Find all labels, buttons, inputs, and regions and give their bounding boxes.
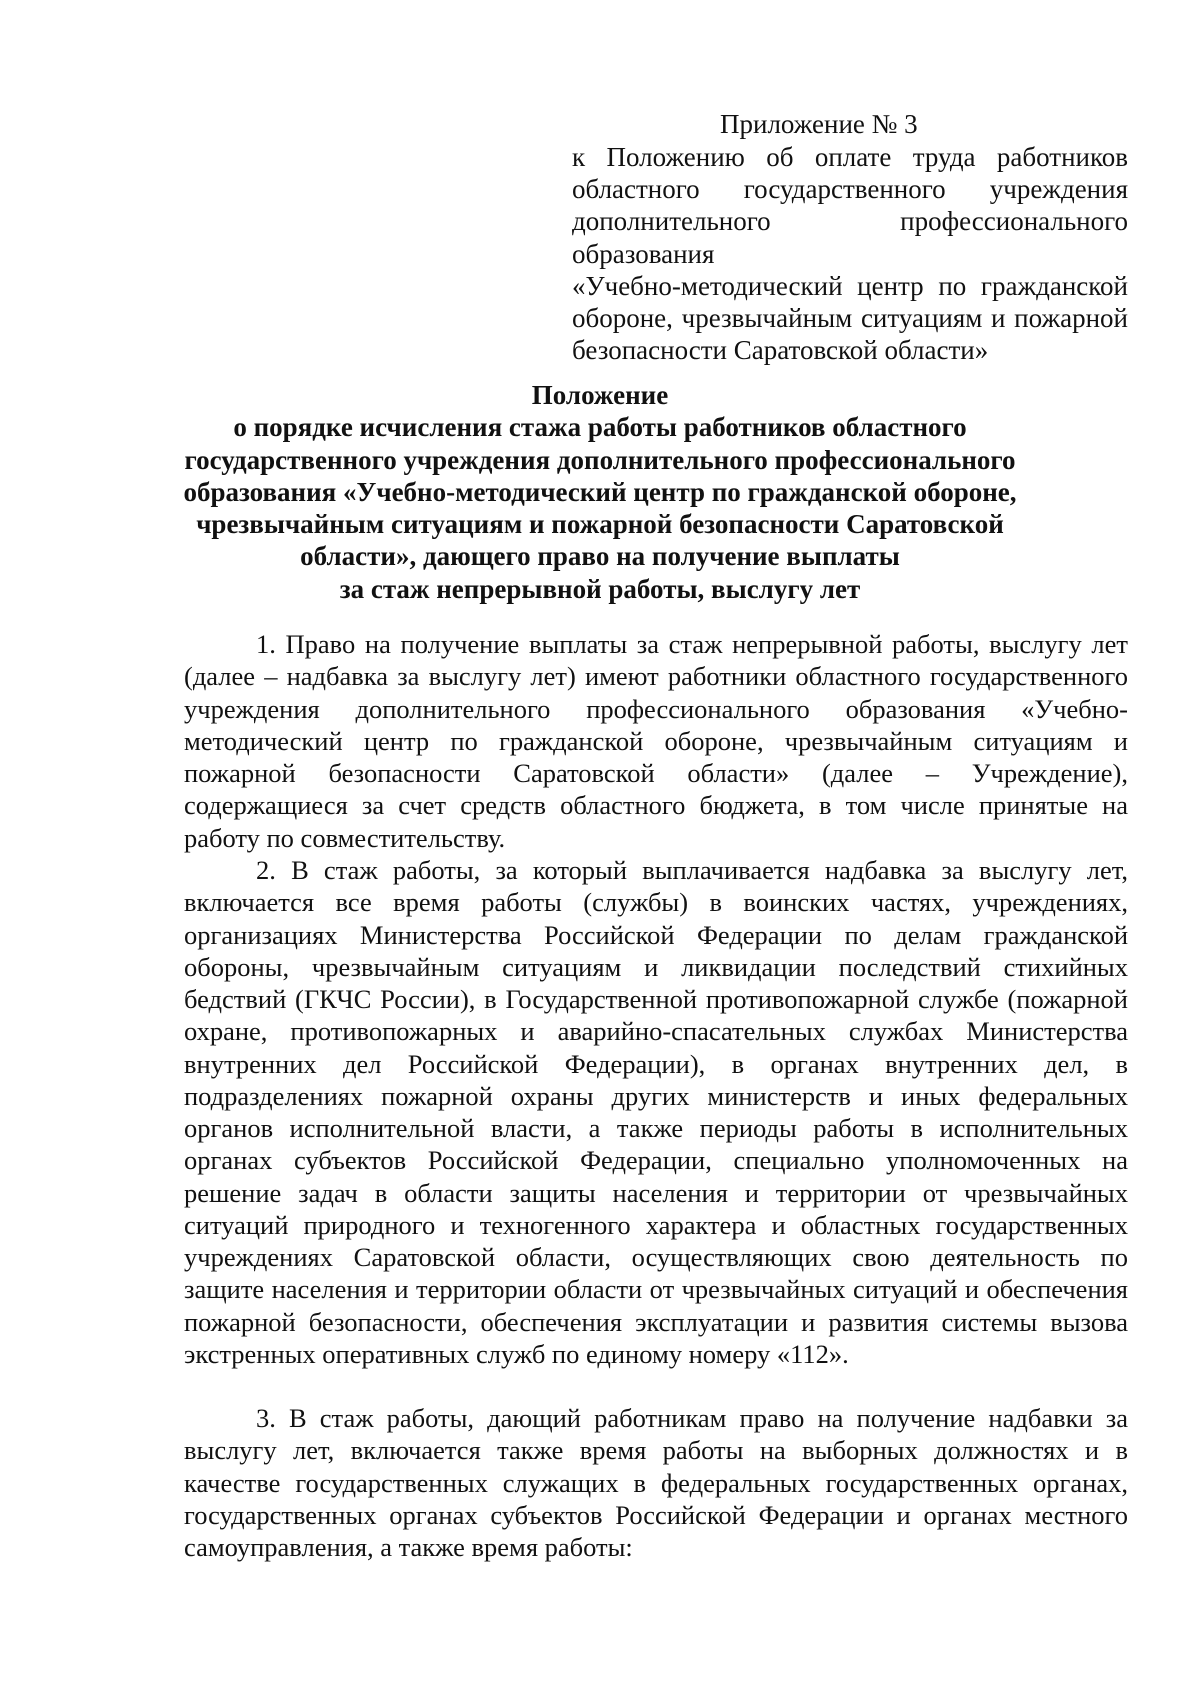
- title-line: за стаж непрерывной работы, выслугу лет: [339, 573, 861, 604]
- paragraph-text: 3. В стаж работы, дающий работникам право на получение надбавки за выслугу лет, включается также время работы на выборных должностях и в качестве государственных служащих в федеральных государственных органах, государственных органах субъектов Российской Федерации и органах местного самоуправления, а также время работы:: [184, 1403, 1128, 1562]
- paragraph-1: [184, 628, 1128, 854]
- appendix-line: к Положению об оплате труда работников: [572, 142, 1128, 172]
- paragraph-2: [184, 854, 1128, 1370]
- title-line: образования «Учебно-методический центр по гражданской обороне,: [183, 476, 1017, 507]
- appendix-line: «Учебно-методический центр по гражданской: [572, 270, 1128, 301]
- appendix-line: обороне, чрезвычайным ситуациям и пожарной: [572, 303, 1128, 334]
- appendix-line: безопасности Саратовской области»: [572, 335, 989, 366]
- appendix-reference: [572, 141, 1128, 366]
- title-line: государственного учреждения дополнительного профессионального: [184, 444, 1016, 475]
- appendix-line: областного государственного учреждения: [572, 174, 1128, 205]
- paragraph-text: 2. В стаж работы, за который выплачивается надбавка за выслугу лет, включается все время работы (службы) в воинских частях, учреждениях, организациях Министерства Российской Федерации по делам гражданской обороны, чрезвычайным ситуациям и ликвидации последствий стихийных бедствий (ГКЧС России), в Государственной противопожарной службе (пожарной охране, противопожарных и аварийно-спасательных службах Министерства внутренних дел Российской Федерации), в органах внутренних дел, в подразделениях пожарной охраны других министерств и иных федеральных органов исполнительной власти, а также периоды работы в исполнительных органах субъектов Российской Федерации, специально уполномоченных на решение задач в области защиты населения и территории от чрезвычайных ситуаций природного и техногенного характера и областных государственных учреждениях Саратовской области, осуществляющих свою деятельность по защите населения и территории области от чрезвычайных ситуаций и обеспечения пожарной безопасности, обеспечения эксплуатации и развития системы вызова экстренных оперативных служб по единому номеру «112».: [184, 855, 1128, 1369]
- appendix-line: дополнительного профессионального образования: [572, 206, 1128, 269]
- title-line: области», дающего право на получение выплаты: [300, 541, 900, 572]
- paragraph-3: [184, 1402, 1128, 1563]
- title-line: о порядке исчисления стажа работы работников областного: [233, 412, 967, 443]
- document-title: [170, 379, 1030, 605]
- title-line: чрезвычайным ситуациям и пожарной безопасности Саратовской: [196, 509, 1004, 540]
- appendix-title: Приложение № 3: [720, 109, 918, 139]
- title-line: Положение: [531, 380, 669, 410]
- paragraph-text: 1. Право на получение выплаты за стаж непрерывной работы, выслугу лет (далее – надбавка за выслугу лет) имеют работники областного государственного учреждения дополнительного профессионального образования «Учебно-методический центр по гражданской обороне, чрезвычайным ситуациям и пожарной безопасности Саратовской области» (далее – Учреждение), содержащиеся за счет средств областного бюджета, в том числе принятые на работу по совместительству.: [184, 629, 1128, 853]
